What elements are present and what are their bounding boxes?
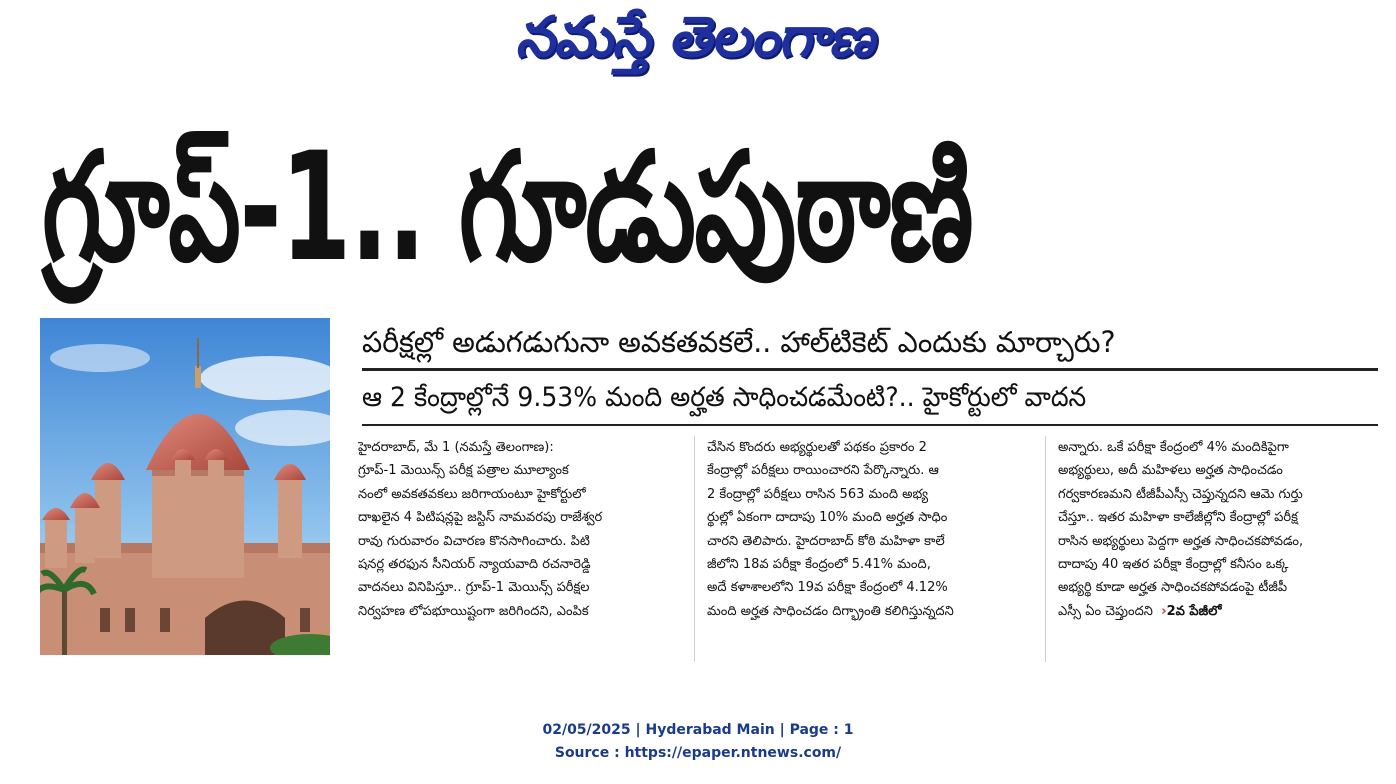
article-column-1 — [358, 436, 678, 623]
article-line-text: ఎస్సీ ఏం చెప్తుందని — [1058, 603, 1153, 619]
article-line: చారని తెలిపారు. హైదరాబాద్ కోఠి మహిళా కాలే — [707, 533, 945, 549]
high-court-photo — [40, 318, 330, 655]
subheadline-1: పరీక్షల్లో అడుగడుగునా అవకతవకలే.. హాల్‌టికెట్ ఎందుకు మార్చారు? — [362, 325, 1116, 359]
article-line: ర్థుల్లో ఏకంగా దాదాపు 10% మంది అర్హత సాధిం — [707, 510, 948, 526]
article-line: అదే కళాశాలలోని 19వ పరీక్షా కేంద్రంలో 4.12% — [707, 580, 948, 596]
building-illustration — [40, 318, 330, 655]
article-line: రాసిన అభ్యర్థులు పెద్దగా అర్హత సాధించకపోవడం, — [1058, 533, 1304, 549]
article-line: రావు గురువారం విచారణ కొనసాగించారు. పిటి — [358, 533, 590, 549]
footer-source[interactable]: Source : https://epaper.ntnews.com/ — [554, 745, 842, 761]
divider-rule — [362, 368, 1378, 371]
article-line: కేంద్రాల్లో పరీక్షలు రాయించారని పేర్కొన్నారు. ఆ — [707, 463, 939, 479]
column-divider — [694, 436, 695, 662]
continued-label: 2వ పేజీలో — [1166, 603, 1222, 619]
article-line: 2 కేంద్రాల్లో పరీక్షలు రాసిన 563 మంది అభ్య — [707, 486, 929, 502]
article-line: అన్నారు. ఒకే పరీక్షా కేంద్రంలో 4% మందికిపైగా — [1058, 440, 1289, 455]
article-line: గర్వకారణమని టీజీపీఎస్సీ చెప్తున్నదని ఆమె గుర్తు — [1058, 486, 1303, 502]
article-line: అభ్యర్థులు, అదీ మహిళలు అర్హత సాధించడం — [1058, 463, 1283, 479]
column-divider — [1045, 436, 1046, 662]
article-line: దాఖలైన 4 పిటిషన్లపై జస్టిస్ నామవరపు రాజేశ్వర — [358, 510, 603, 526]
headline: గ్రూప్-1.. గూడుపుఠాణి — [42, 121, 973, 295]
article-line: చేసిన కొందరు అభ్యర్థులతో పథకం ప్రకారం 2 — [707, 440, 927, 455]
article-line: చేస్తూ.. ఇతర మహిళా కాలేజీల్లోని కేంద్రాల్లో పరీక్ష — [1058, 510, 1298, 526]
article-line: హైదరాబాద్, మే 1 (నమస్తే తెలంగాణ): — [358, 440, 554, 455]
continued-link[interactable] — [1161, 604, 1221, 619]
article-line: అభ్యర్థి కూడా అర్హత సాధించకపోవడంపై టీజీపీ — [1058, 580, 1288, 596]
chevron-right-icon: › — [1161, 603, 1167, 619]
newspaper-title: నమస్తే తెలంగాణ — [512, 5, 884, 70]
article-line: నిర్వహణ లోపభూయిష్టంగా జరిగిందని, ఎంపిక — [358, 603, 589, 619]
article-line: దాదాపు 40 ఇతర పరీక్షా కేంద్రాల్లో కనీసం ఒక్క — [1058, 557, 1289, 573]
divider-rule — [362, 424, 1378, 426]
article-column-3 — [1058, 436, 1378, 623]
footer-edition-info: 02/05/2025 | Hyderabad Main | Page : 1 — [542, 722, 854, 738]
article-line: జీలోని 18వ పరీక్షా కేంద్రంలో 5.41% మంది, — [707, 557, 931, 573]
article-line — [1058, 600, 1378, 623]
article-column-2 — [707, 436, 1027, 623]
article-line: షనర్ల తరఫున సీనియర్ న్యాయవాది రచనారెడ్డి — [358, 557, 591, 573]
subheadline-2: ఆ 2 కేంద్రాల్లోనే 9.53% మంది అర్హత సాధించడమేంటి?.. హైకోర్టులో వాదన — [362, 382, 1087, 413]
article-line: వాదనలు వినిపిస్తూ.. గ్రూప్-1 మెయిన్స్ పరీక్షల — [358, 580, 590, 596]
article-line: గ్రూప్-1 మెయిన్స్ పరీక్ష పత్రాల మూల్యాంక — [358, 463, 569, 479]
article-line: మంది అర్హత సాధించడం దిగ్భ్రాంతి కలిగిస్తున్నదని — [707, 603, 954, 619]
article-line: నంలో అవకతవకలు జరిగాయంటూ హైకోర్టులో — [358, 486, 586, 502]
masthead — [0, 2, 1396, 74]
